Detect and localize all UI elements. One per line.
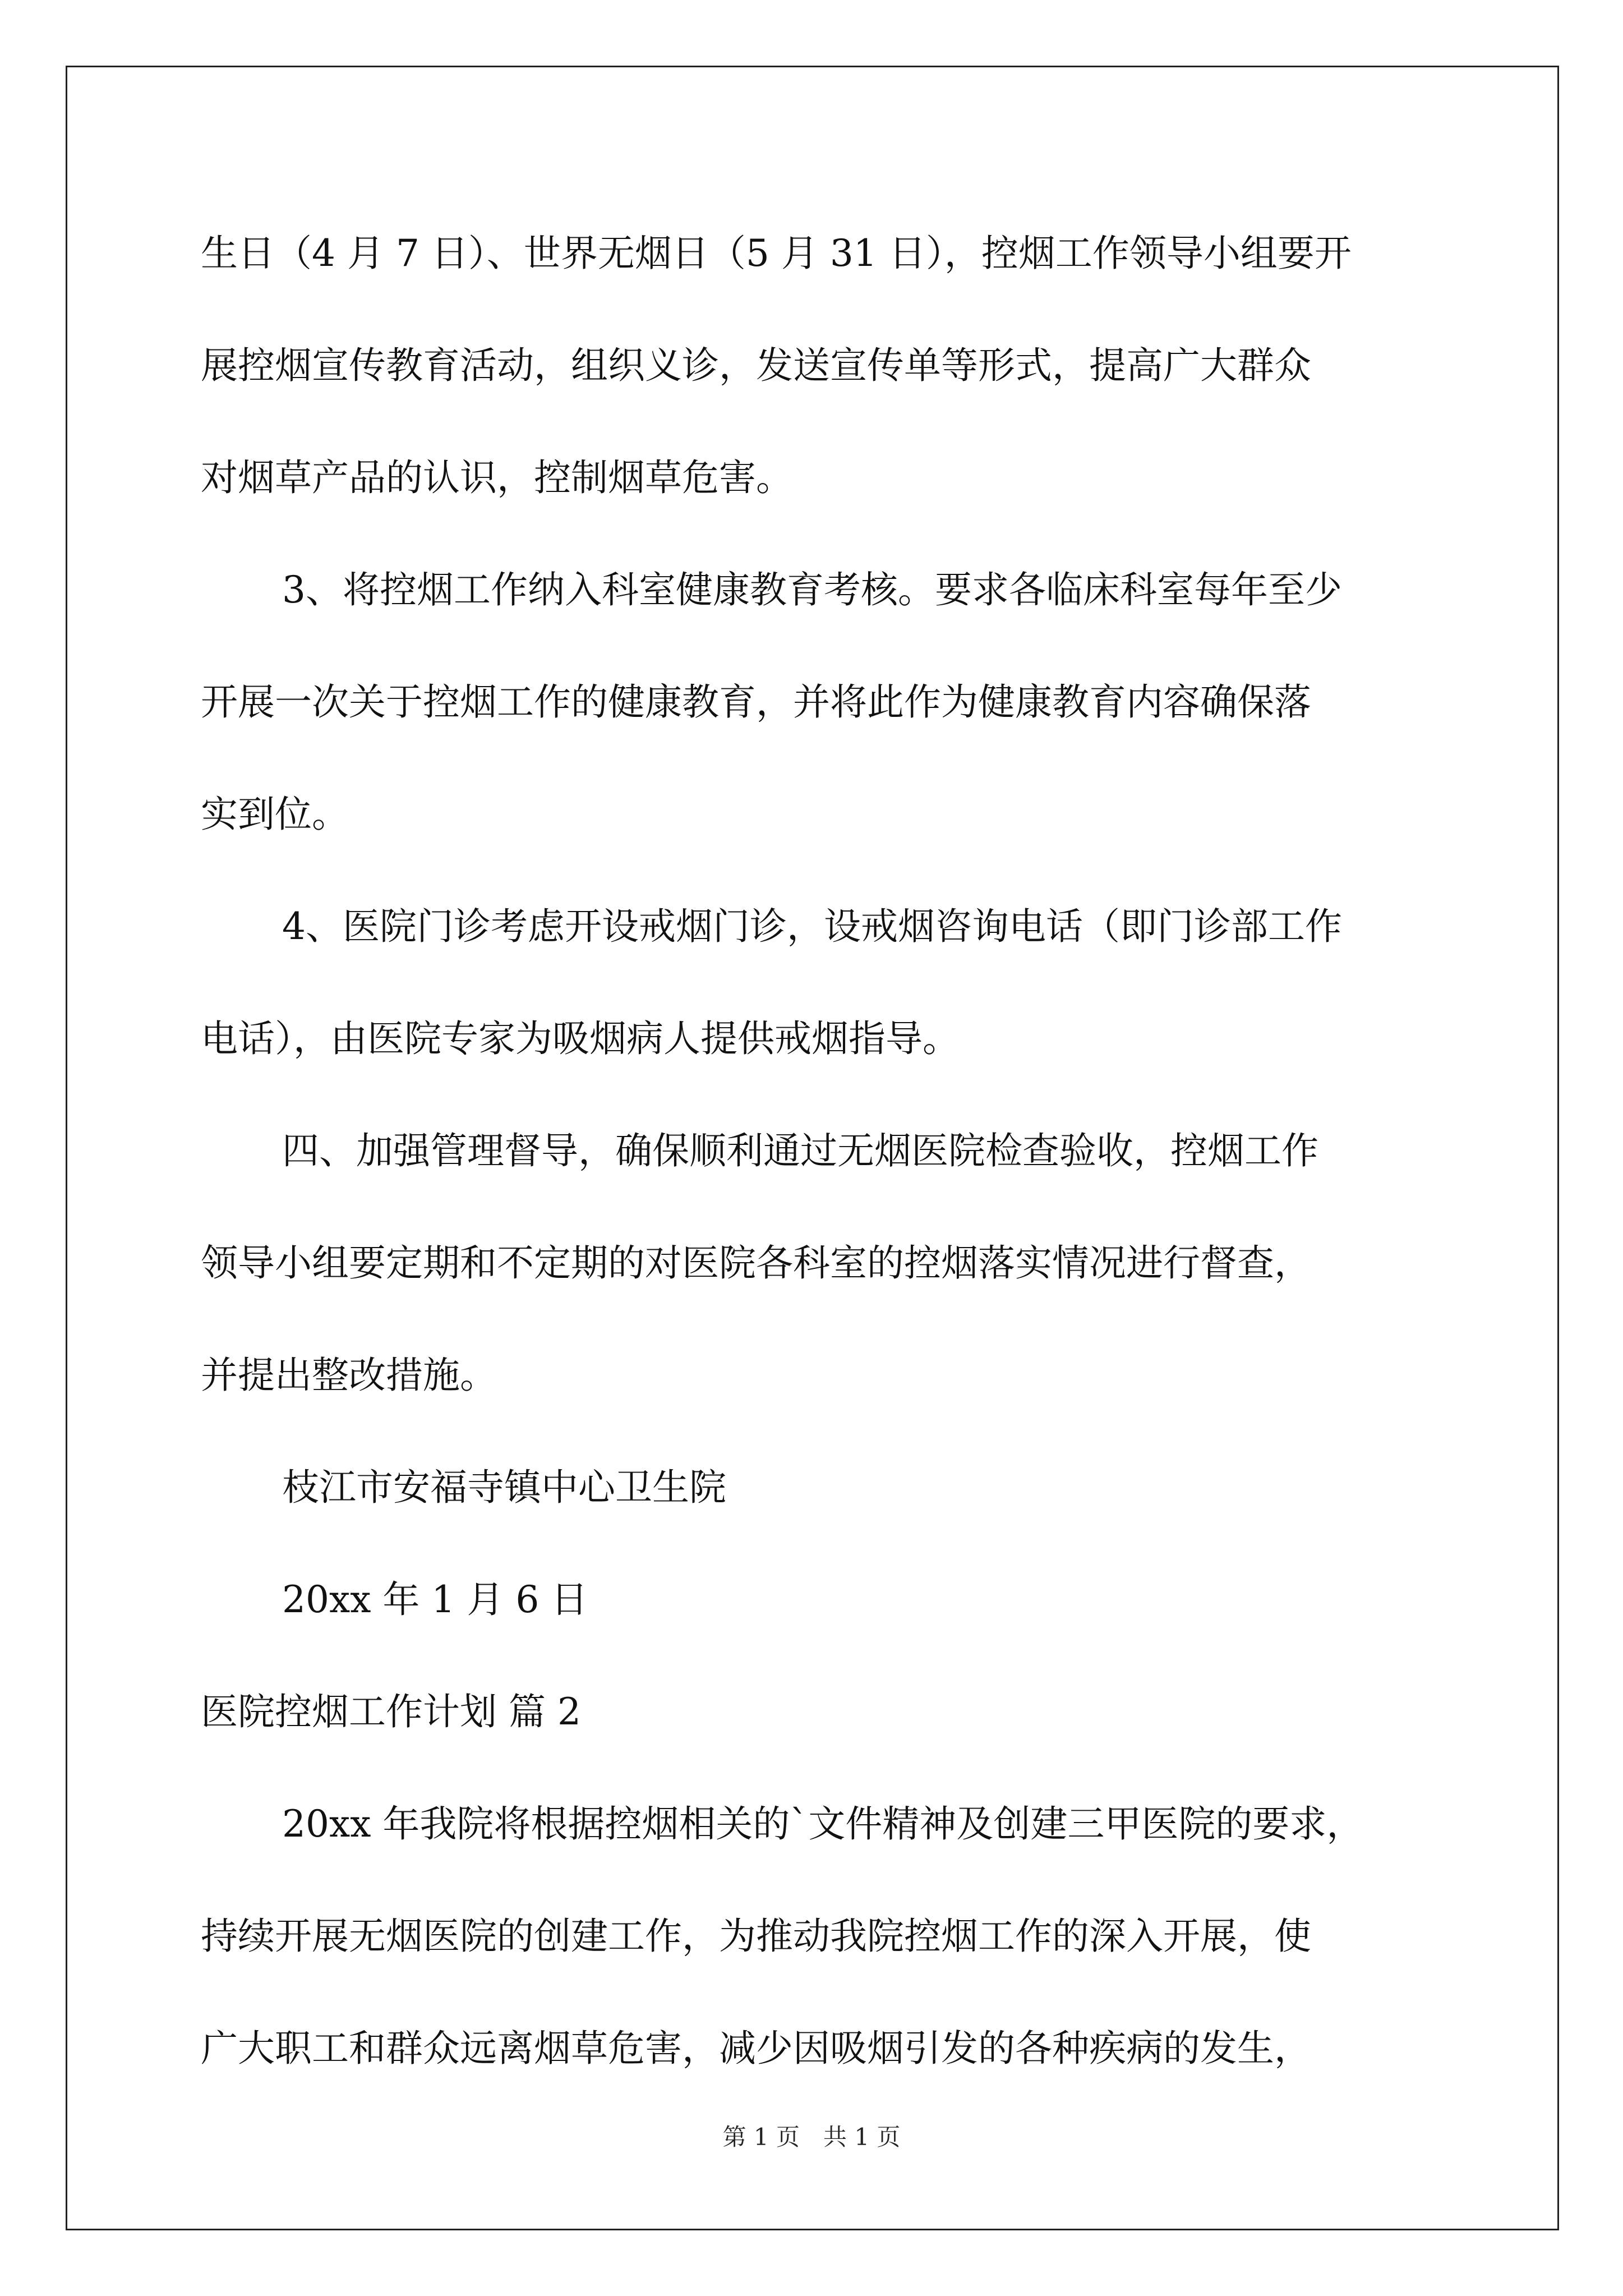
text-line: 广大职工和群众远离烟草危害，减少因吸烟引发的各种疾病的发生， <box>201 2027 1311 2070</box>
text-line: 持续开展无烟医院的创建工作，为推动我院控烟工作的深入开展，使 <box>201 1915 1311 1958</box>
text-line: 并提出整改措施。 <box>201 1354 497 1397</box>
text-line: 开展一次关于控烟工作的健康教育，并将此作为健康教育内容确保落 <box>201 680 1311 724</box>
signature-organization: 枝江市安福寺镇中心卫生院 <box>282 1466 726 1509</box>
document-body <box>201 197 1435 2105</box>
text-line: 4、医院门诊考虑开设戒烟门诊，设戒烟咨询电话（即门诊部工作 <box>282 905 1342 948</box>
signature-date: 20xx 年 1 月 6 日 <box>282 1578 588 1621</box>
text-line: 生日（4 月 7 日）、世界无烟日（5 月 31 日），控烟工作领导小组要开 <box>201 232 1352 275</box>
text-line: 电话），由医院专家为吸烟病人提供戒烟指导。 <box>201 1017 960 1060</box>
text-line: 对烟草产品的认识，控制烟草危害。 <box>201 456 793 499</box>
page-number-label: 第 1 页 共 1 页 <box>722 2123 901 2151</box>
text-line: 实到位。 <box>201 793 349 836</box>
text-line: 四、加强管理督导，确保顺利通过无烟医院检查验收，控烟工作 <box>282 1129 1318 1172</box>
text-line: 领导小组要定期和不定期的对医院各科室的控烟落实情况进行督查， <box>201 1241 1311 1285</box>
text-line: 20xx 年我院将根据控烟相关的`文件精神及创建三甲医院的要求， <box>282 1802 1364 1846</box>
text-line: 展控烟宣传教育活动，组织义诊，发送宣传单等形式，提高广大群众 <box>201 344 1311 387</box>
text-line: 3、将控烟工作纳入科室健康教育考核。要求各临床科室每年至少 <box>282 568 1342 611</box>
page-footer <box>0 2120 1623 2154</box>
section-heading: 医院控烟工作计划 篇 2 <box>201 1690 581 1733</box>
